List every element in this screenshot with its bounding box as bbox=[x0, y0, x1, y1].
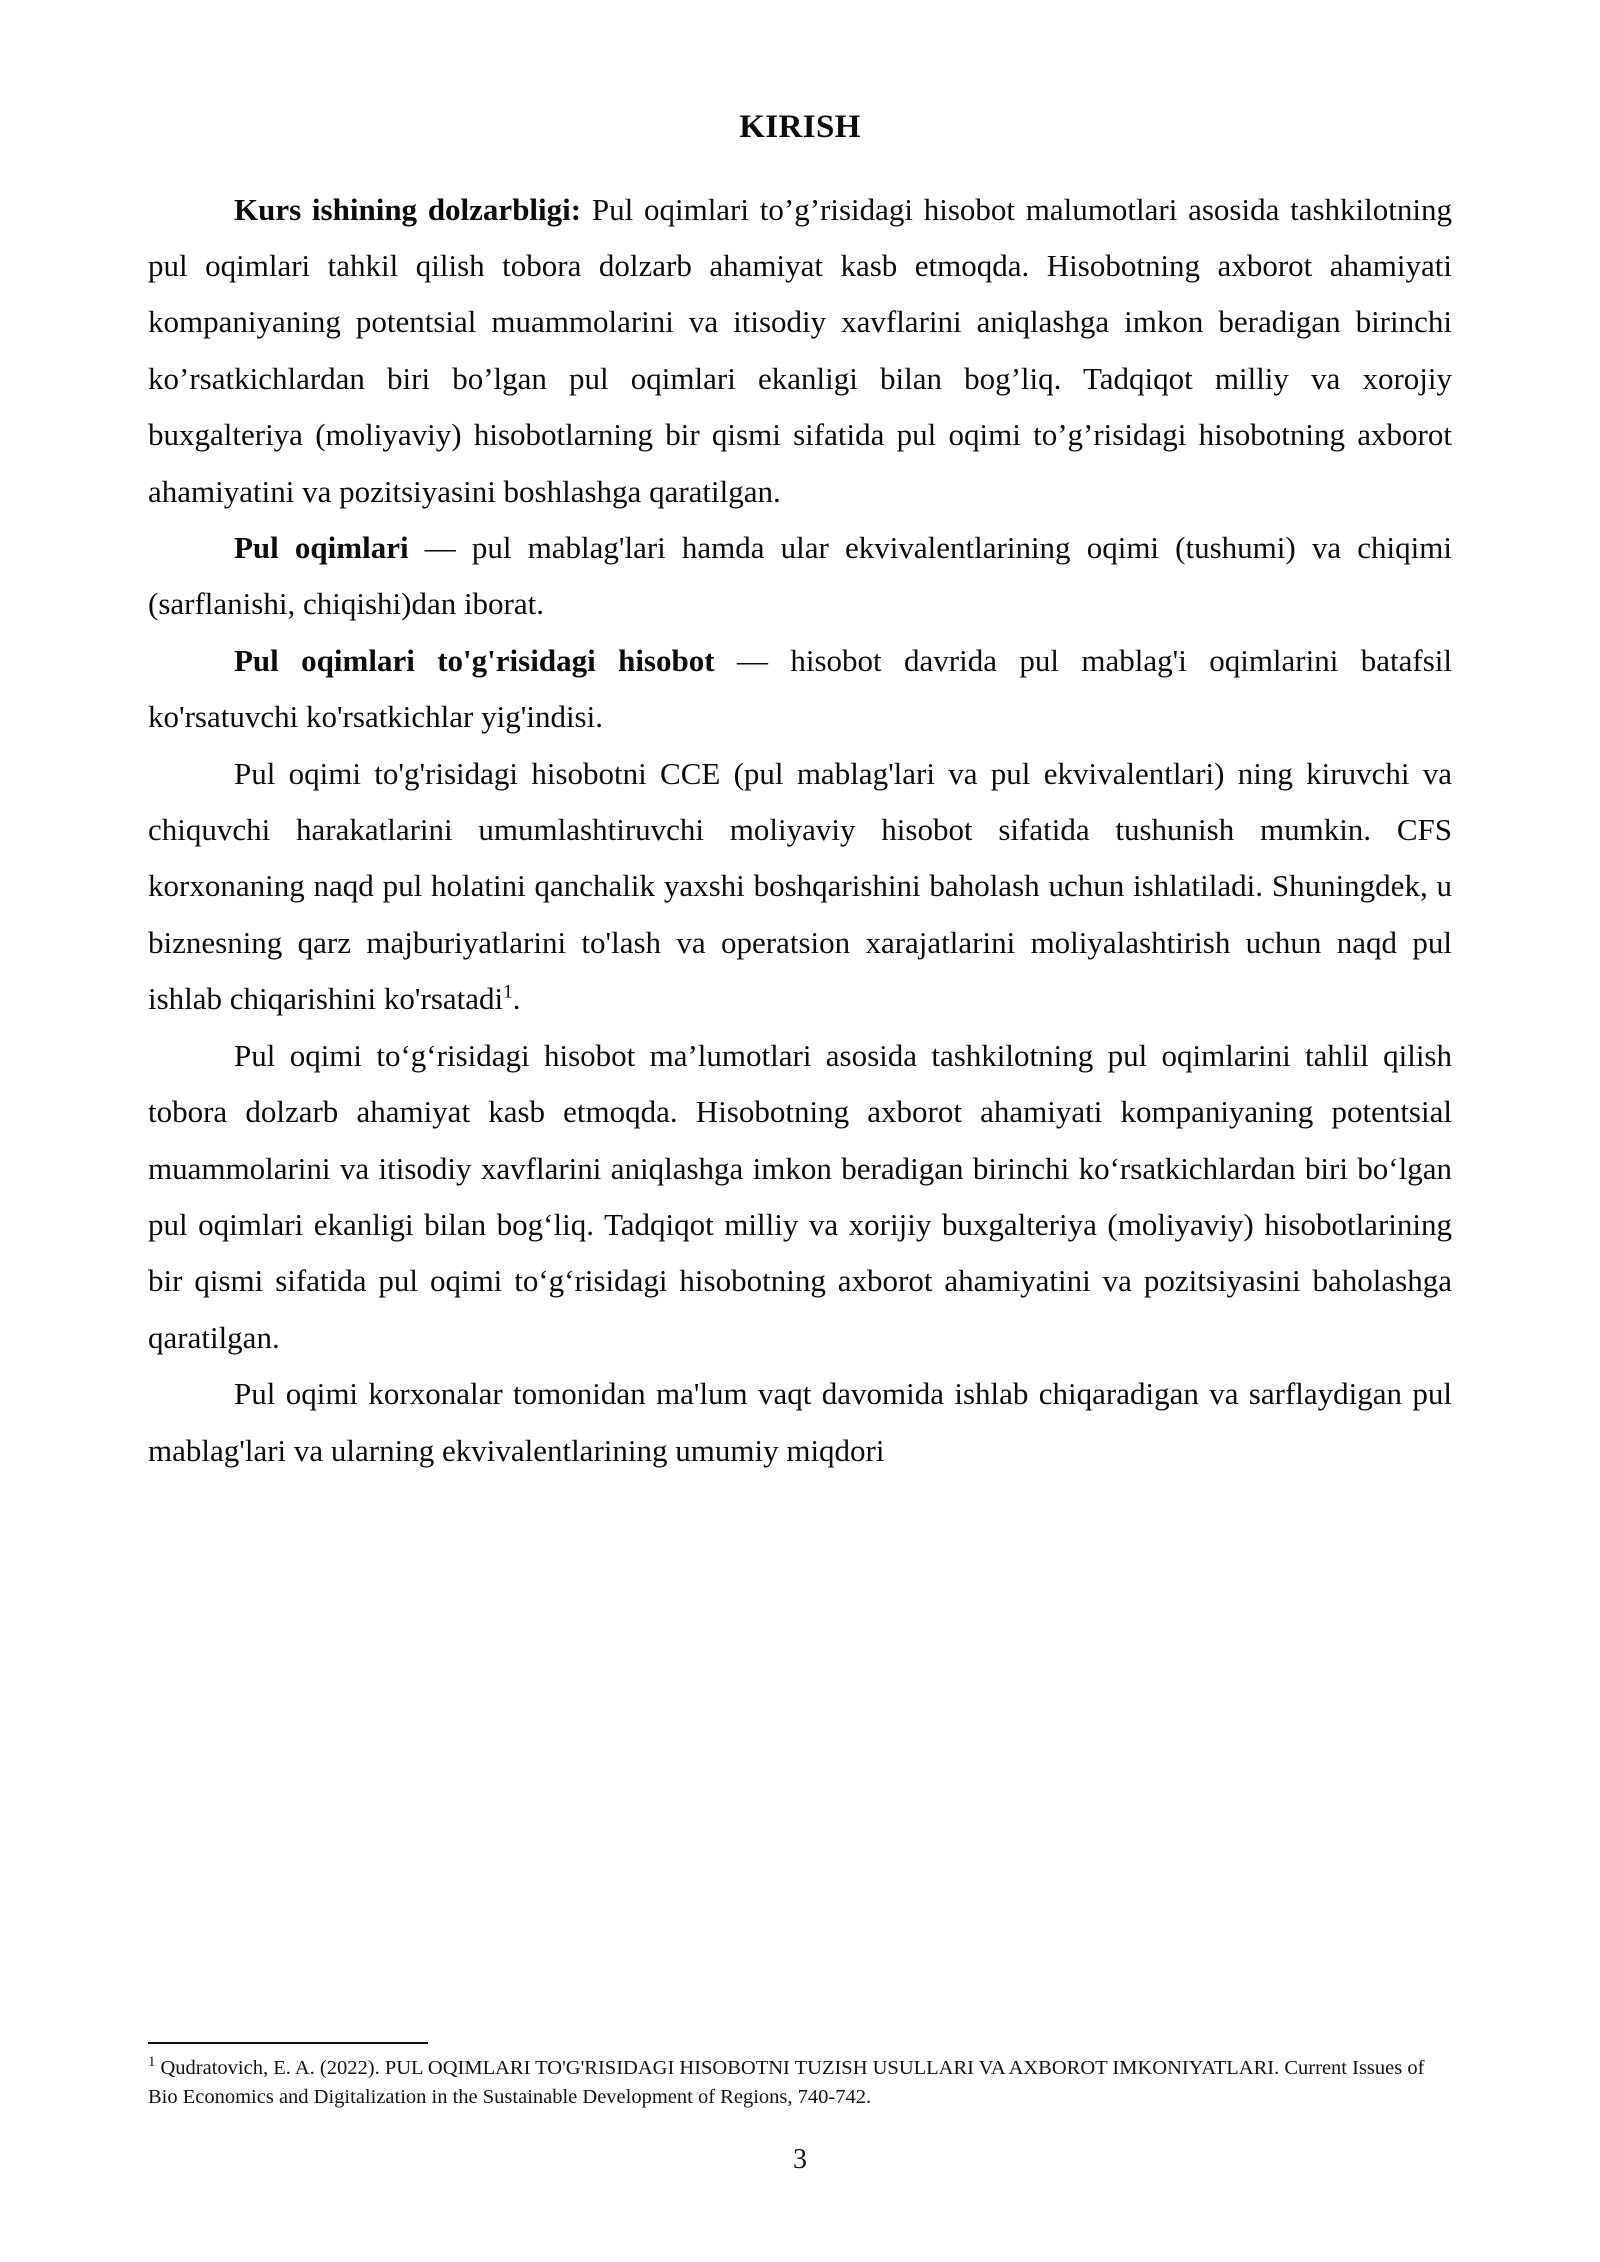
paragraph-cce bbox=[148, 746, 1452, 1028]
page-number: 3 bbox=[793, 2144, 807, 2175]
footnote-number: 1 bbox=[148, 2053, 156, 2070]
page-title: KIRISH bbox=[739, 109, 861, 145]
paragraph-text: Pul oqimi to‘g‘risidagi hisobot ma’lumotlari asosida tashkilotning pul oqimlarini tahlil qilish tobora dolzarb ahamiyat kasb etmoqda. Hisobotning axborot ahamiyati kompaniyaning potentsial muammolarini va itisodiy xavflarini aniqlashga imkon beradigan birinchi ko‘rsatkichlardan biri bo‘lgan pul oqimlari ekanligi bilan bog‘liq. Tadqiqot milliy va xorijiy buxgalteriya (moliyaviy) hisobotlarining bir qismi sifatida pul oqimi to‘g‘risidagi hisobotning axborot ahamiyatini va pozitsiyasini baholashga qaratilgan. bbox=[148, 1037, 1452, 1355]
paragraph-hisobot-tarif bbox=[148, 633, 1452, 746]
paragraph-text: Pul oqimlari to’g’risidagi hisobot malumotlari asosida tashkilotning pul oqimlari tahkil qilish tobora dolzarb ahamiyat kasb etmoqda. Hisobotning axborot ahamiyati kompaniyaning potentsial muammolarini va itisodiy xavflarini aniqlashga imkon beradigan birinchi ko’rsatkichlardan biri bo’lgan pul oqimlari ekanligi bilan bog’liq. Tadqiqot milliy va xorojiy buxgalteriya (moliyaviy) hisobotlarning bir qismi sifatida pul oqimi to’g’risidagi hisobotning axborot ahamiyatini va pozitsiyasini boshlashga qaratilgan. bbox=[148, 191, 1452, 509]
paragraph-dolzarbligi bbox=[148, 182, 1452, 520]
document-body bbox=[148, 108, 1452, 1479]
paragraph-text: — pul mablag'lari hamda ular ekvivalentlarining oqimi (tushumi) va chiqimi (sarflanishi, chiqishi)dan iborat. bbox=[148, 530, 1452, 622]
paragraph-lead-label: Pul oqimlari to'g'risidagi hisobot bbox=[234, 642, 715, 678]
footnote-separator-rule bbox=[148, 2042, 428, 2044]
paragraph-korxonalar bbox=[148, 1366, 1452, 1479]
footnote-area bbox=[148, 2042, 1452, 2112]
paragraph-lead-label: Pul oqimlari bbox=[234, 530, 409, 566]
paragraph-text: — hisobot davrida pul mablag'i oqimlarini batafsil ko'rsatuvchi ko'rsatkichlar yig'indisi. bbox=[148, 642, 1452, 735]
paragraph-pul-oqimlari bbox=[148, 520, 1452, 633]
paragraph-lead-label: Kurs ishining dolzarbligi: bbox=[234, 191, 582, 227]
paragraph-text: Pul oqimi korxonalar tomonidan ma'lum vaqt davomida ishlab chiqaradigan va sarflaydigan pul mablag'lari va ularning ekvivalentlarining umumiy miqdori bbox=[148, 1376, 1452, 1468]
footnote-entry bbox=[148, 2054, 1452, 2112]
paragraph-malumotlari bbox=[148, 1028, 1452, 1366]
footnote-citation-text: Qudratovich, E. A. (2022). PUL OQIMLARI TO'G'RISIDAGI HISOBOTNI TUZISH USULLARI VA AXBOROT IMKONIYATLARI. Current Issues of Bio Economics and Digitalization in the Sustainable Development of Regions, 740-742. bbox=[148, 2056, 1425, 2108]
footnote-reference-marker: 1 bbox=[503, 981, 513, 1003]
paragraph-text-tail: . bbox=[512, 981, 521, 1017]
paragraph-text: Pul oqimi to'g'risidagi hisobotni CCE (pul mablag'lari va pul ekvivalentlari) ning kiruvchi va chiquvchi harakatlarini umumlashtiruvchi moliyaviy hisobot sifatida tushunish mumkin. CFS korxonaning naqd pul holatini qanchalik yaxshi boshqarishini baholash uchun ishlatiladi. Shuningdek, u biznesning qarz majburiyatlarini to'lash va operatsion xarajatlarini moliyalashtirish uchun naqd pul ishlab chiqarishini ko'rsatadi bbox=[148, 755, 1452, 1017]
